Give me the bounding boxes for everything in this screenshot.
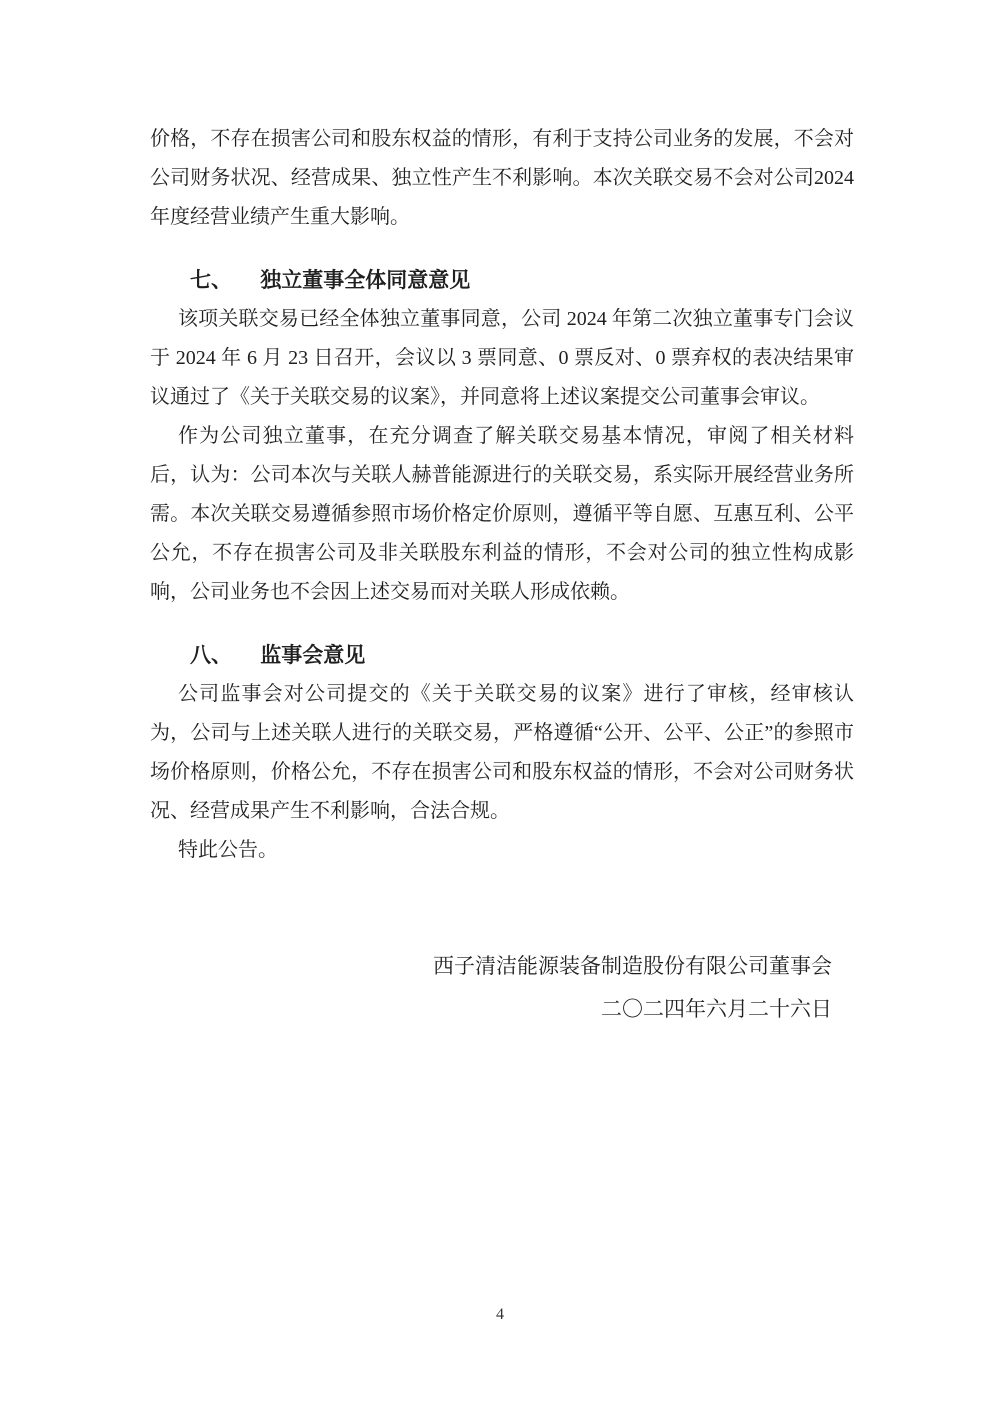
section-8-paragraph-1: 公司监事会对公司提交的《关于关联交易的议案》进行了审核，经审核认为，公司与上述关联人进行的关联交易，严格遵循“公开、公平、公正”的参照市场价格原则，价格公允，不存在损害公司和股东权益的情形，不会对公司财务状况、经营成果产生不利影响，合法合规。 [150,683,854,822]
document-content [150,120,854,1031]
section-8-number: 八、 [190,643,232,667]
signature-company: 西子清洁能源装备制造股份有限公司董事会 [433,954,832,978]
section-8-heading [150,636,854,675]
section-8-title: 监事会意见 [260,643,366,667]
signature-date: 二〇二四年六月二十六日 [601,997,832,1021]
signature-block [150,945,854,1031]
closing-statement: 特此公告。 [178,839,278,861]
section-7-paragraph-1: 该项关联交易已经全体独立董事同意，公司 2024 年第二次独立董事专门会议于 2024 年 6 月 23 日召开，会议以 3 票同意、0 票反对、0 票弃权的表决结果审议通过了《关于关联交易的议案》，并同意将上述议案提交公司董事会审议。 [150,308,854,408]
section-7-paragraph-2: 作为公司独立董事，在充分调查了解关联交易基本情况，审阅了相关材料后，认为：公司本次与关联人赫普能源进行的关联交易，系实际开展经营业务所需。本次关联交易遵循参照市场价格定价原则，遵循平等自愿、互惠互利、公平公允，不存在损害公司及非关联股东利益的情形，不会对公司的独立性构成影响，公司业务也不会因上述交易而对关联人形成依赖。 [150,425,854,603]
page-number: 4 [496,1306,504,1323]
section-7-heading [150,261,854,300]
section-7-title: 独立董事全体同意意见 [260,268,471,292]
section-7-number: 七、 [190,268,232,292]
continuation-paragraph: 价格，不存在损害公司和股东权益的情形，有利于支持公司业务的发展，不会对公司财务状况、经营成果、独立性产生不利影响。本次关联交易不会对公司2024年度经营业绩产生重大影响。 [150,128,854,228]
